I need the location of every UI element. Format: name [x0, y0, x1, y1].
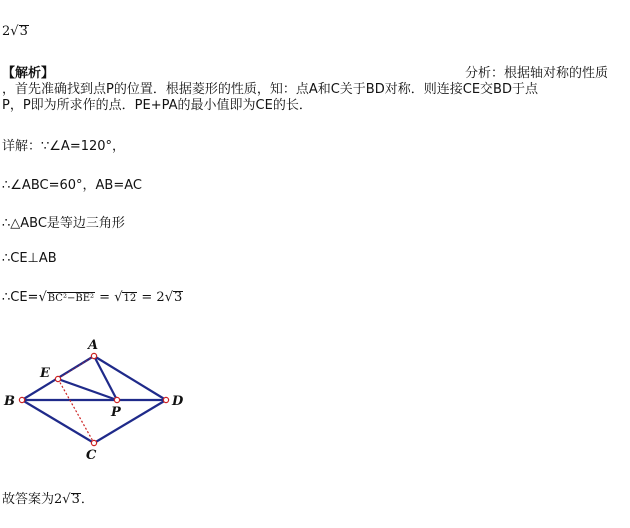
step4-prefix: ∴CE= — [2, 290, 39, 305]
radical-sign: √ — [114, 290, 123, 305]
vertex-D — [163, 397, 168, 402]
step4-eq2: = — [141, 290, 153, 305]
vertex-E — [55, 376, 60, 381]
vertex-P — [114, 397, 119, 402]
step4-radicand: BC²−BE² — [47, 293, 94, 304]
label-B: B — [4, 394, 15, 409]
label-D: D — [172, 394, 184, 409]
solution-step-1: ∴∠ABC=60°，AB=AC — [2, 178, 142, 193]
top-answer — [2, 24, 29, 39]
label-P: P — [111, 405, 121, 420]
solution-step-4 — [2, 290, 183, 305]
conclusion-radical: 3 — [71, 492, 80, 507]
solution-detail: 详解：∵∠A=120°， — [2, 139, 126, 154]
conclusion-text: 故答案为 — [2, 492, 55, 507]
solution-step-2: ∴△ABC是等边三角形 — [2, 216, 125, 231]
analysis-header-right: 分析：根据轴对称的性质 — [465, 66, 609, 81]
edge-BC — [22, 400, 94, 443]
step4-sqrt12: 12 — [123, 293, 137, 304]
radical-sign: √ — [62, 492, 71, 507]
radical-sign: √ — [164, 290, 173, 305]
edge-CD — [94, 400, 166, 443]
analysis-label: 【解析】 — [2, 66, 55, 81]
label-C: C — [86, 448, 97, 463]
conclusion-coef: 2 — [54, 492, 63, 507]
step4-radical: 3 — [173, 290, 183, 305]
analysis-line-3: P，P即为所求作的点．PE+PA的最小值即为CE的长． — [2, 98, 312, 113]
answer-radicand: 3 — [19, 24, 28, 39]
radical-sign: √ — [38, 290, 47, 305]
step4-eq1: = — [99, 290, 111, 305]
label-A: A — [88, 338, 99, 353]
conclusion — [2, 488, 94, 507]
label-E: E — [40, 366, 50, 381]
answer-coef: 2 — [2, 24, 11, 39]
vertex-A — [91, 353, 96, 358]
solution-step-3: ∴CE⊥AB — [2, 251, 57, 266]
analysis-line-2: ，首先准确找到点P的位置．根据菱形的性质，知：点A和C关于BD对称．则连接CE交BD于点 — [2, 82, 538, 97]
step4-coef: 2 — [156, 290, 165, 305]
vertex-C — [91, 440, 96, 445]
radical-sign: √ — [10, 24, 19, 39]
vertex-B — [19, 397, 24, 402]
rhombus-figure — [0, 335, 200, 470]
conclusion-end: ． — [80, 492, 94, 507]
